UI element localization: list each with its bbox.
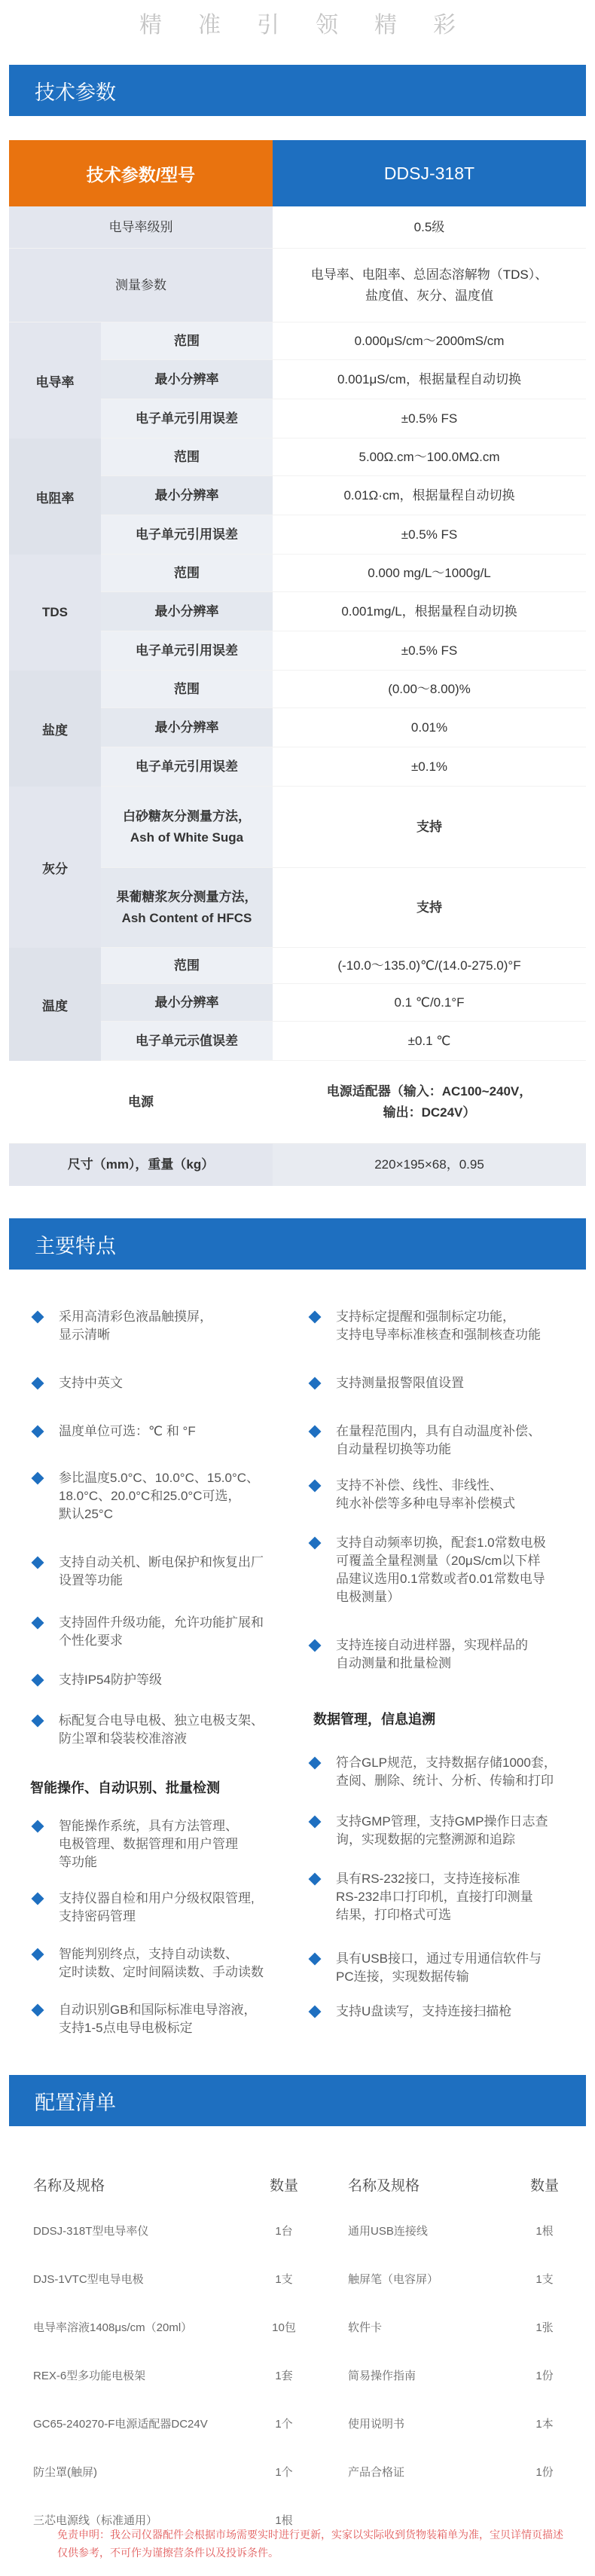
feature-text: 支持自动关机、断电保护和恢复出厂 设置等功能 [59, 1555, 264, 1587]
diamond-bullet-icon [309, 1639, 322, 1652]
spec-group-value: ±0.1 ℃ [273, 1022, 586, 1060]
config-cell: DDSJ-318T型电导率仪 [33, 2224, 149, 2238]
spec-group-row [101, 515, 586, 555]
spec-group-value: 0.000 mg/L～1000g/L [273, 555, 586, 591]
spec-group-label: 电子单元示值误差 [101, 1022, 273, 1060]
spec-group-label: 范围 [101, 439, 273, 475]
config-cell: 1张 [536, 2321, 554, 2334]
spec-group-label: 范围 [101, 671, 273, 707]
feature-group-title: 智能操作、自动识别、批量检测 [30, 1780, 220, 1795]
diamond-bullet-icon [32, 1715, 44, 1728]
diamond-bullet-icon [32, 1426, 44, 1438]
feature-text: 智能判别终点，支持自动读数、 定时读数、定时间隔读数、手动读数 [59, 1947, 264, 1979]
spec-group-row [101, 787, 586, 868]
feature-group-title: 数据管理，信息追溯 [313, 1712, 435, 1727]
features-list [9, 1300, 586, 2092]
section-title-config: 配置清单 [9, 2075, 586, 2126]
spec-header-label: 技术参数/型号 [9, 140, 273, 206]
spec-group-row [101, 948, 586, 984]
spec-group-label: 范围 [101, 948, 273, 983]
spec-group-row [101, 631, 586, 671]
config-header-cell: 名称及规格 [33, 2177, 105, 2194]
spec-group-rows [101, 555, 586, 671]
diamond-bullet-icon [309, 1377, 322, 1390]
diamond-bullet-icon [309, 1480, 322, 1493]
config-cell: 通用USB连接线 [348, 2224, 428, 2238]
diamond-bullet-icon [309, 1311, 322, 1324]
feature-item [33, 1817, 304, 1872]
feature-item [310, 1813, 589, 1849]
spec-group-value: 支持 [273, 868, 586, 947]
feature-text: 参比温度5.0°C、10.0°C、15.0°C、 18.0°C、20.0°C和25.0°C可选， 默认25°C [59, 1471, 260, 1521]
spec-group-row [101, 747, 586, 787]
spec-group-name: 电阻率 [9, 439, 101, 555]
diamond-bullet-icon [32, 1893, 44, 1905]
spec-group-row [101, 708, 586, 747]
spec-group-label: 范围 [101, 555, 273, 591]
feature-text: 支持连接自动进样器，实现样品的 自动测量和批量检测 [336, 1638, 528, 1670]
feature-text: 支持仪器自检和用户分级权限管理, 支持密码管理 [59, 1891, 255, 1924]
config-header-cell: 数量 [529, 2177, 559, 2194]
config-row [9, 2254, 586, 2303]
spec-group-label: 最小分辨率 [101, 708, 273, 747]
config-cell: 1支 [536, 2272, 554, 2286]
spec-group-rows [101, 787, 586, 948]
feature-item [310, 1374, 589, 1392]
spec-row-label: 测量参数 [9, 249, 273, 322]
diamond-bullet-icon [32, 1557, 44, 1569]
feature-item [310, 1308, 589, 1344]
config-cell: 1个 [275, 2465, 293, 2479]
spec-group-rows [101, 439, 586, 555]
section-title-spec: 技术参数 [9, 65, 586, 116]
feature-text: 温度单位可选：℃ 和 °F [59, 1424, 196, 1438]
spec-header-row [9, 140, 586, 206]
spec-group-value: ±0.1% [273, 747, 586, 786]
diamond-bullet-icon [32, 1674, 44, 1687]
spec-group-value: (0.00～8.00)% [273, 671, 586, 707]
spec-group-value: 0.001μS/cm，根据量程自动切换 [273, 360, 586, 399]
config-cell: 三芯电源线（标准通用） [33, 2513, 158, 2527]
feature-item [33, 1712, 304, 1748]
config-header-row [9, 2162, 586, 2206]
spec-group-value: 0.01% [273, 708, 586, 747]
diamond-bullet-icon [309, 1426, 322, 1438]
feature-item [310, 1477, 589, 1513]
spec-group-name: TDS [9, 555, 101, 671]
config-cell: 电导率溶液1408μs/cm（20ml） [33, 2321, 193, 2334]
config-cell: 1台 [275, 2224, 293, 2238]
feature-item [33, 1469, 304, 1523]
diamond-bullet-icon [32, 1377, 44, 1390]
feature-text: 支持固件升级功能，允许功能扩展和 个性化要求 [59, 1615, 264, 1648]
spec-group-row [101, 476, 586, 515]
spec-row-label: 电导率级别 [9, 206, 273, 248]
spec-group-label: 最小分辨率 [101, 984, 273, 1021]
config-cell: 1本 [536, 2417, 554, 2431]
feature-item [33, 1890, 304, 1926]
feature-text: 符合GLP规范，支持数据存储1000套， 查阅、删除、统计、分析、传输和打印 [336, 1756, 557, 1788]
spec-group-5 [9, 948, 586, 1061]
feature-item [33, 1671, 304, 1689]
config-row [9, 2303, 586, 2351]
spec-group-label: 范围 [101, 322, 273, 359]
slogan: 精准引领精彩 [139, 12, 492, 38]
spec-group-row [101, 439, 586, 476]
config-cell: 1套 [275, 2369, 293, 2382]
feature-item [33, 2001, 304, 2037]
spec-group-rows [101, 671, 586, 787]
spec-group-label: 电子单元引用误差 [101, 747, 273, 786]
diamond-bullet-icon [32, 1472, 44, 1485]
config-cell: DJS-1VTC型电导电极 [33, 2272, 144, 2286]
config-cell: 软件卡 [348, 2321, 383, 2334]
spec-group-rows [101, 322, 586, 439]
diamond-bullet-icon [32, 1311, 44, 1324]
diamond-bullet-icon [309, 1537, 322, 1550]
spec-group-value: 支持 [273, 787, 586, 867]
spec-table [9, 140, 586, 1186]
spec-group-4 [9, 787, 586, 948]
disclaimer: 免责申明：我公司仪器配件会根据市场需要实时进行更新，实家以实际收到货物装箱单为准，宝贝详情页描述仅供参考，不可作为谨擦营条件以及投诉条件。 [57, 2529, 563, 2559]
config-cell: 1份 [536, 2369, 554, 2382]
feature-item [310, 1534, 589, 1606]
spec-row [9, 206, 586, 249]
feature-text: 具有RS-232接口，支持连接标准 RS-232串口打印机，直接打印测量 结果，打印格式可选 [336, 1872, 533, 1922]
spec-group-label: 最小分辨率 [101, 476, 273, 515]
spec-group-label: 最小分辨率 [101, 592, 273, 631]
feature-item [33, 1374, 304, 1392]
spec-group-rows [101, 948, 586, 1061]
config-cell: 1份 [536, 2465, 554, 2479]
spec-row [9, 249, 586, 322]
feature-text: 标配复合电导电极、独立电极支架、 防尘罩和袋装校准溶液 [59, 1713, 264, 1746]
spec-group-row [101, 399, 586, 439]
diamond-bullet-icon [309, 1816, 322, 1829]
feature-text: 支持不补偿、线性、非线性、 纯水补偿等多种电导率补偿模式 [336, 1478, 515, 1511]
spec-group-row [101, 322, 586, 360]
spec-group-label: 果葡糖浆灰分测量方法， Ash Content of HFCS [101, 868, 273, 947]
spec-group-row [101, 592, 586, 631]
config-table [9, 2162, 586, 2544]
spec-group-value: (-10.0～135.0)℃/(14.0-275.0)°F [273, 948, 586, 983]
feature-text: 在量程范围内，具有自动温度补偿、 自动量程切换等功能 [336, 1424, 541, 1456]
feature-item [33, 1422, 304, 1441]
spec-power-row [9, 1061, 586, 1144]
spec-group-2 [9, 555, 586, 671]
spec-size-label: 尺寸（mm），重量（kg） [9, 1144, 273, 1186]
feature-item [33, 1614, 304, 1650]
feature-item [310, 2003, 589, 2021]
spec-group-row [101, 555, 586, 592]
feature-item [310, 1422, 589, 1459]
config-cell: 防尘罩(触屏) [33, 2465, 97, 2479]
diamond-bullet-icon [309, 2006, 322, 2018]
diamond-bullet-icon [32, 1948, 44, 1961]
feature-item [310, 1754, 589, 1790]
feature-item [33, 1945, 304, 1982]
feature-text: 具有USB接口，通过专用通信软件与 PC连接，实现数据传输 [336, 1951, 542, 1984]
config-row [9, 2206, 586, 2254]
feature-text: 支持IP54防护等级 [59, 1673, 162, 1687]
feature-item [33, 1554, 304, 1590]
feature-text: 智能操作系统，具有方法管理、 电极管理、数据管理和用户管理 等功能 [59, 1819, 238, 1869]
spec-power-value: 电源适配器（输入：AC100~240V， 输出：DC24V） [273, 1061, 586, 1143]
spec-group-name: 盐度 [9, 671, 101, 787]
spec-size-row [9, 1144, 586, 1186]
section-title-features: 主要特点 [9, 1218, 586, 1270]
config-header-cell: 名称及规格 [348, 2177, 420, 2194]
feature-text: 支持U盘读写，支持连接扫描枪 [336, 2004, 512, 2018]
feature-text: 自动识别GB和国际标准电导溶液， 支持1-5点电导电极标定 [59, 2003, 257, 2035]
spec-group-name: 灰分 [9, 787, 101, 948]
spec-row-value: 电导率、电阻率、总固态溶解物（TDS）、 盐度值、灰分、温度值 [273, 249, 586, 322]
spec-group-1 [9, 439, 586, 555]
spec-group-label: 电子单元引用误差 [101, 631, 273, 670]
config-row [9, 2447, 586, 2495]
config-cell: 1根 [275, 2513, 293, 2527]
config-cell: 触屏笔（电容屏） [348, 2272, 439, 2286]
diamond-bullet-icon [309, 1953, 322, 1966]
config-cell: REX-6型多功能电极架 [33, 2369, 146, 2382]
spec-group-row [101, 671, 586, 708]
spec-group-value: 5.00Ω.cm～100.0MΩ.cm [273, 439, 586, 475]
spec-group-name: 电导率 [9, 322, 101, 439]
config-cell: 1支 [275, 2272, 293, 2286]
diamond-bullet-icon [32, 1617, 44, 1630]
config-cell: 使用说明书 [348, 2417, 405, 2431]
diamond-bullet-icon [32, 1820, 44, 1833]
spec-group-3 [9, 671, 586, 787]
feature-text: 支持GMP管理，支持GMP操作日志查 询，实现数据的完整溯源和追踪 [336, 1814, 548, 1847]
spec-group-row [101, 984, 586, 1022]
spec-group-value: ±0.5% FS [273, 399, 586, 438]
feature-item [33, 1308, 304, 1344]
spec-group-row [101, 360, 586, 399]
spec-group-value: 0.1 ℃/0.1°F [273, 984, 586, 1021]
config-cell: 1个 [275, 2417, 293, 2431]
feature-text: 支持自动频率切换，配套1.0常数电极 可覆盖全量程测量（20μS/cm以下样 品建议选用0.1常数或者0.01常数电导 电极测量） [336, 1536, 546, 1604]
diamond-bullet-icon [32, 2004, 44, 2017]
spec-group-value: ±0.5% FS [273, 515, 586, 554]
spec-group-label: 电子单元引用误差 [101, 399, 273, 438]
spec-power-label: 电源 [9, 1061, 273, 1143]
feature-text: 支持标定提醒和强制标定功能， 支持电导率标准核查和强制核查功能 [336, 1309, 541, 1342]
feature-item [310, 1870, 589, 1924]
spec-group-value: 0.001mg/L，根据量程自动切换 [273, 592, 586, 631]
feature-text: 支持中英文 [59, 1376, 123, 1390]
spec-group-value: ±0.5% FS [273, 631, 586, 670]
spec-group-row [101, 1022, 586, 1061]
spec-group-0 [9, 322, 586, 439]
config-row [9, 2351, 586, 2399]
spec-group-label: 电子单元引用误差 [101, 515, 273, 554]
spec-row-value: 0.5级 [273, 206, 586, 248]
spec-group-value: 0.000μS/cm～2000mS/cm [273, 322, 586, 359]
diamond-bullet-icon [309, 1873, 322, 1886]
config-cell: 简易操作指南 [348, 2369, 416, 2382]
config-row [9, 2399, 586, 2447]
feature-text: 支持测量报警限值设置 [336, 1376, 464, 1390]
diamond-bullet-icon [309, 1757, 322, 1770]
config-cell: 10包 [272, 2321, 296, 2334]
spec-group-name: 温度 [9, 948, 101, 1061]
spec-group-value: 0.01Ω·cm，根据量程自动切换 [273, 476, 586, 515]
spec-header-model: DDSJ-318T [273, 140, 586, 206]
feature-item [310, 1636, 589, 1673]
spec-group-label: 最小分辨率 [101, 360, 273, 399]
spec-group-label: 白砂糖灰分测量方法， Ash of White Suga [101, 787, 273, 867]
config-cell: 1根 [536, 2224, 554, 2238]
spec-size-value: 220×195×68，0.95 [273, 1144, 586, 1186]
config-cell: 产品合格证 [348, 2465, 405, 2479]
config-header-cell: 数量 [269, 2177, 298, 2194]
feature-item [310, 1950, 589, 1986]
feature-text: 采用高清彩色液晶触摸屏， 显示清晰 [59, 1309, 212, 1342]
spec-group-row [101, 868, 586, 948]
config-cell: GC65-240270-F电源适配器DC24V [33, 2417, 208, 2431]
